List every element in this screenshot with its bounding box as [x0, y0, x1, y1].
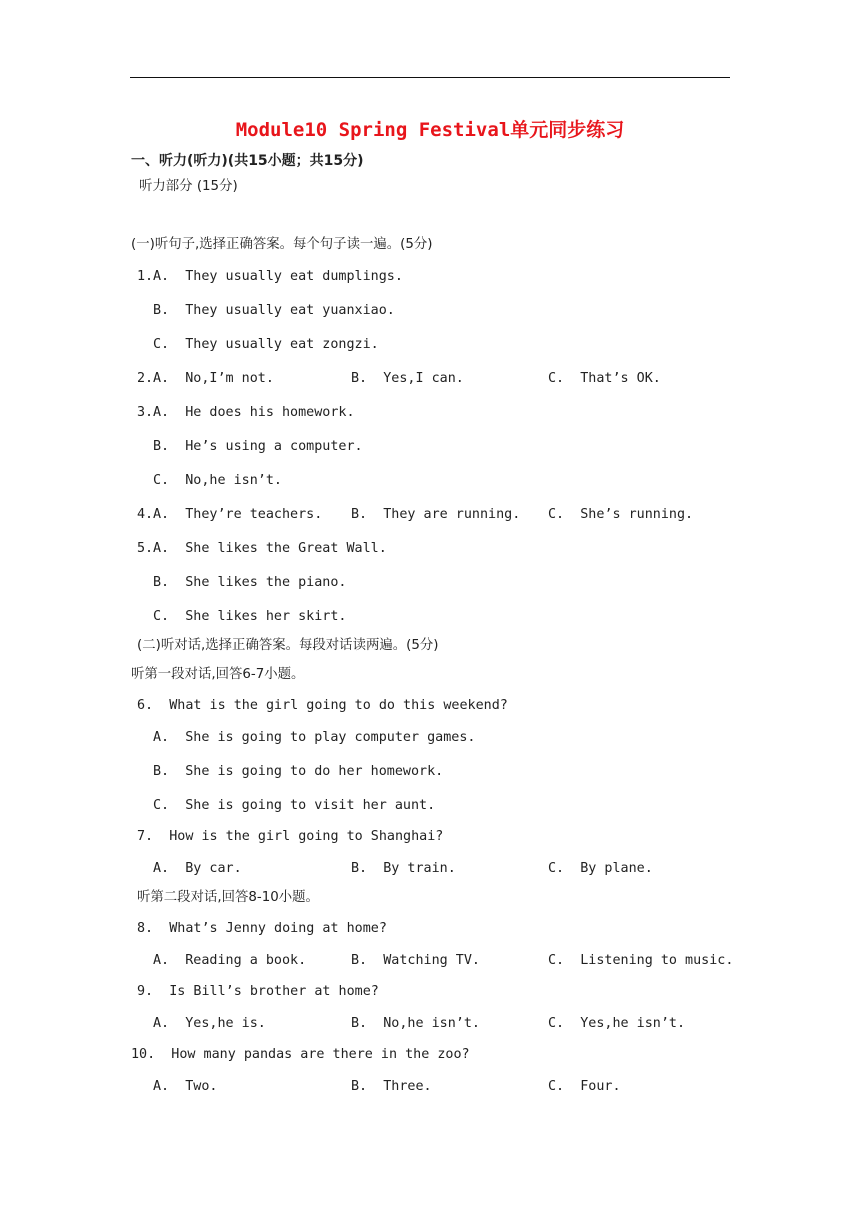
- option: B. By train.: [351, 861, 456, 876]
- option: C. No,he isn’t.: [153, 473, 282, 488]
- option: C. She likes her skirt.: [153, 609, 347, 624]
- section-heading: 一、听力(听力)(共15小题；共15分): [131, 153, 364, 169]
- option: B. Three.: [351, 1079, 432, 1094]
- option: B. Yes,I can.: [351, 371, 464, 386]
- option: C. She’s running.: [548, 507, 694, 522]
- option: A. She is going to play computer games.: [153, 730, 476, 745]
- option: A. She likes the Great Wall.: [153, 541, 387, 556]
- option: C. By plane.: [548, 861, 653, 876]
- part2-instruction: (二)听对话,选择正确答案。每段对话读两遍。(5分): [137, 638, 439, 653]
- question-stem: 9. Is Bill’s brother at home?: [137, 984, 379, 999]
- question-stem: 8. What’s Jenny doing at home?: [137, 921, 387, 936]
- question-number: 4.: [137, 507, 154, 522]
- question-number: 1.: [137, 269, 154, 284]
- option: A. Yes,he is.: [153, 1016, 266, 1031]
- header-rule: [130, 77, 730, 78]
- option: A. They usually eat dumplings.: [153, 269, 403, 284]
- question-number: 5.: [137, 541, 154, 556]
- question-stem: 6. What is the girl going to do this weekend?: [137, 698, 508, 713]
- question-number: 2.: [137, 371, 154, 386]
- page-title: Module10 Spring Festival单元同步练习: [235, 119, 625, 141]
- option: B. She likes the piano.: [153, 575, 347, 590]
- option: A. Two.: [153, 1079, 218, 1094]
- question-stem: 10. How many pandas are there in the zoo?: [131, 1047, 470, 1062]
- option: C. Yes,he isn’t.: [548, 1016, 686, 1031]
- dialog2-instruction: 听第二段对话,回答8-10小题。: [137, 890, 319, 905]
- option: A. Reading a book.: [153, 953, 307, 968]
- option: C. They usually eat zongzi.: [153, 337, 379, 352]
- option: B. He’s using a computer.: [153, 439, 363, 454]
- section-subheading: 听力部分 (15分): [139, 179, 238, 194]
- option: C. That’s OK.: [548, 371, 661, 386]
- option: C. Listening to music.: [548, 953, 734, 968]
- part1-instruction: (一)听句子,选择正确答案。每个句子读一遍。(5分): [131, 237, 433, 252]
- option: B. Watching TV.: [351, 953, 480, 968]
- option: B. They usually eat yuanxiao.: [153, 303, 395, 318]
- option: A. By car.: [153, 861, 242, 876]
- option: A. He does his homework.: [153, 405, 355, 420]
- option: B. No,he isn’t.: [351, 1016, 480, 1031]
- option: C. She is going to visit her aunt.: [153, 798, 436, 813]
- option: A. No,I’m not.: [153, 371, 274, 386]
- option: C. Four.: [548, 1079, 621, 1094]
- option: A. They’re teachers.: [153, 507, 323, 522]
- option: B. She is going to do her homework.: [153, 764, 444, 779]
- dialog1-instruction: 听第一段对话,回答6-7小题。: [131, 667, 305, 682]
- option: B. They are running.: [351, 507, 521, 522]
- question-number: 3.: [137, 405, 154, 420]
- question-stem: 7. How is the girl going to Shanghai?: [137, 829, 444, 844]
